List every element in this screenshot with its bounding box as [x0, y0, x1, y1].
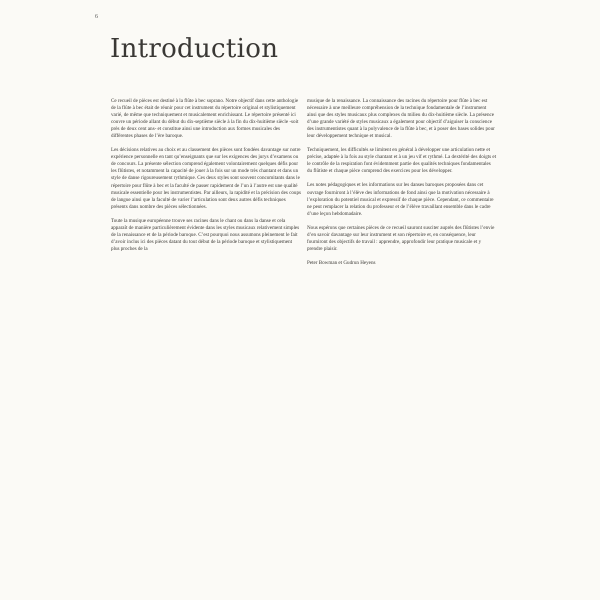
- paragraph: Ce recueil de pièces est destiné à la flûte à bec soprano. Notre objectif dans cette anthologie de la flûte à bec était de réunir pour cet instrument du répertoire original et stylistiquement varié, de même que techniquement et musicalement enrichissant. Le répertoire présenté ici couvre un période allant du début du dix-septième siècle à la fin du dix-huitième siècle -soit près de deux cent ans- et constitue ainsi une introduction aux formes musicales des différentes phases de l’ère baroque.: [111, 98, 299, 140]
- paragraph: Les décisions relatives au choix et au classement des pièces sont fondées davantage sur notre expérience personnelle en tant qu’enseignants que sur les exigences des jurys d’examens ou de concours. La présente sélection comprend également volontairement quelques défis pour les flûtistes, et notamment la capacité de jouer à la fois sur un mode très chantant et dans un style de danse rigoureusement rythmique. Ces deux styles sont souvent concomitants dans le répertoire pour flûte à bec et la faculté de passer rapidement de l’un à l’autre est une qualité musicale essentielle pour les instrumentistes. Par ailleurs, la rapidité et la précision des coups de langue ainsi que la faculté de varier l’articulation sont deux autres défis techniques présents dans nombre des pièces sélectionnées.: [111, 147, 301, 210]
- paragraph: Techniquement, les difficultés se limitent en général à développer une articulation nette et précise, adaptée à la fois au style chantant et à un jeu vif et rythmé. La dextérité des doigts et le contrôle de la respiration font évidemment partie des qualités techniques fondamentales du flûtiste et chaque pièce comprend des exercices pour les développer.: [307, 147, 497, 175]
- right-column: [307, 98, 497, 274]
- left-column: [111, 98, 301, 260]
- paragraph: Les notes pédagogiques et les informations sur les danses baroques proposées dans cet ouvrage fourniront à l’élève des informations de fond ainsi que la motivation nécessaire à l’exploration du potentiel musical et expressif de chaque pièce. Cependant, ce commentaire ne peut remplacer la relation du professeur et de l’élève travaillant ensemble dans le cadre d’une leçon hebdomadaire.: [307, 182, 494, 217]
- page-number: 6: [95, 14, 98, 20]
- paragraph: Toute la musique européenne trouve ses racines dans le chant ou dans la danse et cela apparaît de manière particulièrement évidente dans les styles musicaux relativement simples de la renaissance et de la période baroque. C’est pourquoi nous assumons pleinement le fait d’avoir inclus ici des pièces datant du tout début de la période baroque et stylistiquement plus proches de la: [111, 217, 300, 252]
- page-title: Introduction: [110, 34, 279, 64]
- paragraph: musique de la renaissance. La connaissance des racines du répertoire pour flûte à bec est nécessaire à une meilleure compréhension de la technique fondamentale de l’instrument ainsi que des styles musicaux plus complexes du milieu du dix-huitième siècle. La présence d’une grande variété de styles musicaux a également pour objectif d’aiguiser la conscience des instrumentistes quant à la polyvalence de la flûte à bec, et à poser des bases solides pour leur développement technique et musical.: [307, 98, 495, 140]
- signature: Peter Bowman et Gudrun Heyens: [307, 259, 376, 266]
- paragraph: Nous espérons que certaines pièces de ce recueil sauront susciter auprès des flûtistes l’envie d’en savoir davantage sur leur instrument et son répertoire et, en conséquence, leur fourniront des objectifs de travail : apprendre, approfondir leur pratique musicale et y prendre plaisir.: [307, 224, 495, 252]
